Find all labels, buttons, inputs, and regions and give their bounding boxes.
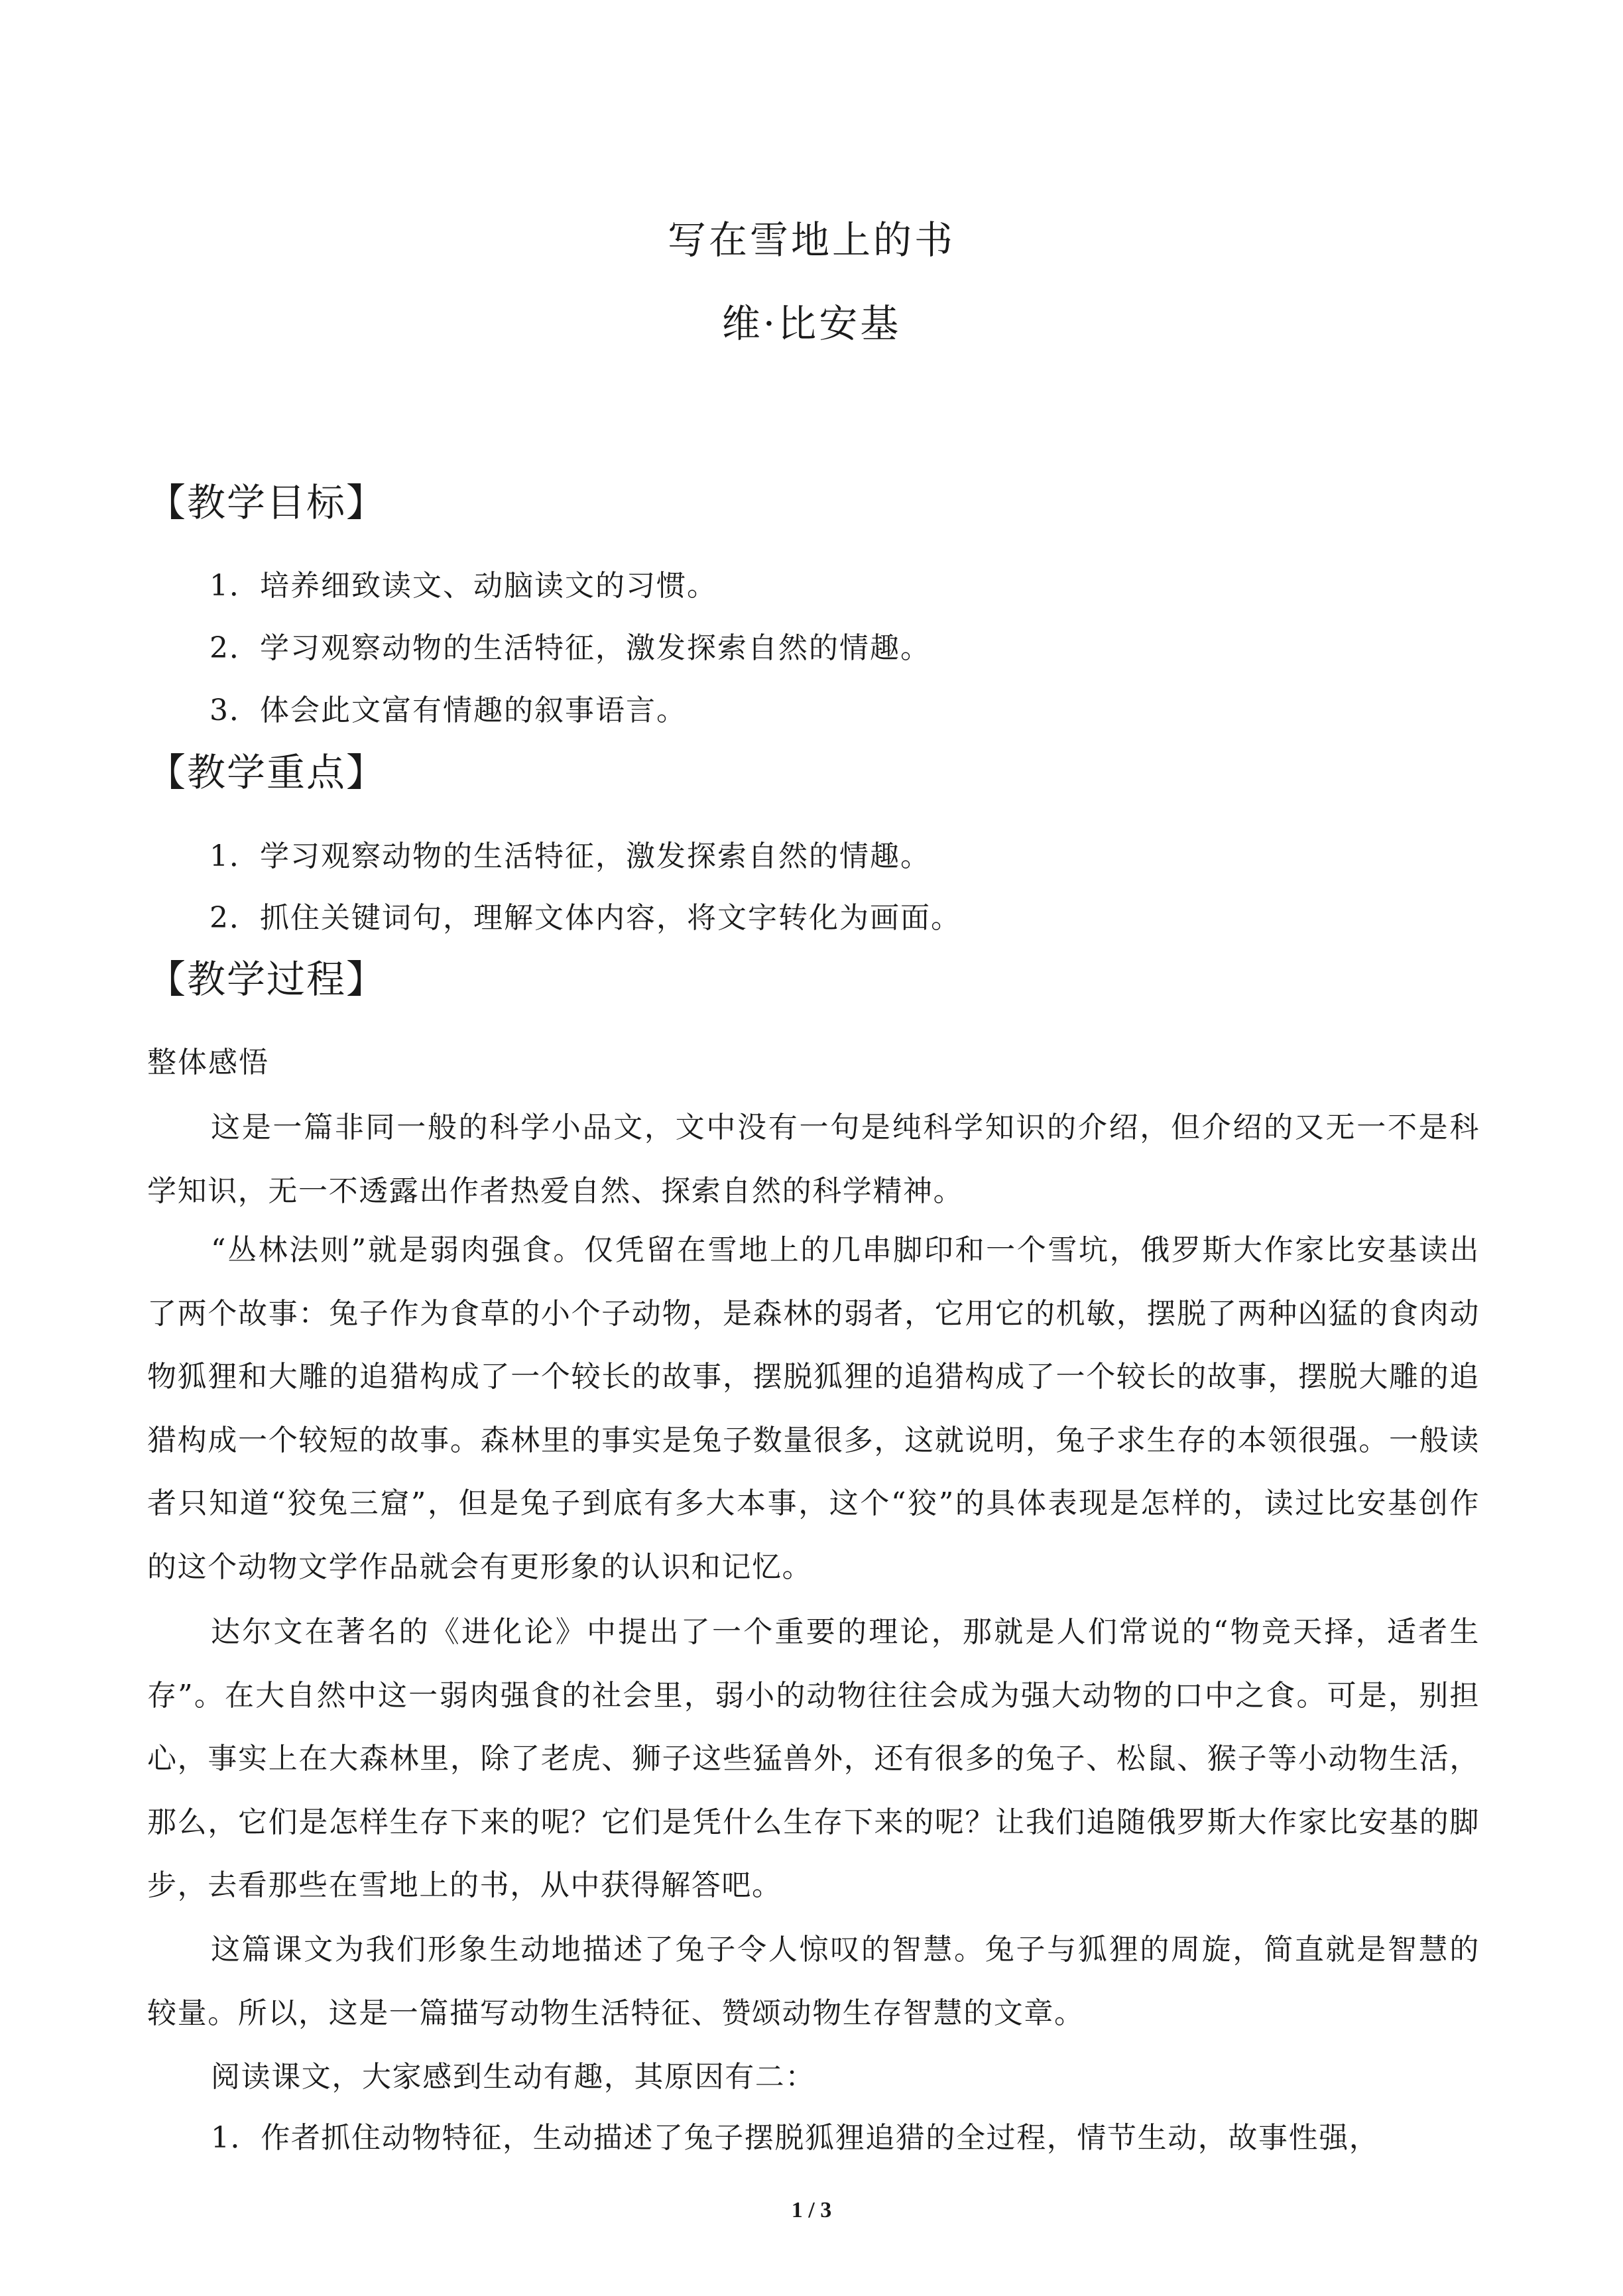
objective-item: 2．学习观察动物的生活特征，激发探索自然的情趣。 bbox=[210, 631, 931, 665]
paragraph: 阅读课文，大家感到生动有趣，其原因有二： bbox=[211, 2060, 815, 2094]
section-heading-key-points: 【教学重点】 bbox=[147, 750, 387, 795]
document-title: 写在雪地上的书 bbox=[667, 217, 955, 263]
paragraph: 这篇课文为我们形象生动地描述了兔子令人惊叹的智慧。兔子与狐狸的周旋，简直就是智慧的较量。所以，这是一篇描写动物生活特征、赞颂动物生存智慧的文章。 bbox=[147, 1933, 1480, 2030]
paragraph: “丛林法则”就是弱肉强食。仅凭留在雪地上的几串脚印和一个雪坑，俄罗斯大作家比安基读出了两个故事：兔子作为食草的小个子动物，是森林的弱者，它用它的机敏，摆脱了两种凶猛的食肉动物狐狸和大雕的追猎构成了一个较长的故事，摆脱狐狸的追猎构成了一个较长的故事，摆脱大雕的追猎构成一个较短的故事。森林里的事实是兔子数量很多，这就说明，兔子求生存的本领很强。一般读者只知道“狡兔三窟”，但是兔子到底有多大本事，这个“狡”的具体表现是怎样的，读过比安基创作的这个动物文学作品就会有更形象的认识和记忆。 bbox=[147, 1233, 1480, 1584]
key-point-item: 1．学习观察动物的生活特征，激发探索自然的情趣。 bbox=[210, 839, 931, 873]
paragraph: 达尔文在著名的《进化论》中提出了一个重要的理论，那就是人们常说的“物竞天择，适者生存”。在大自然中这一弱肉强食的社会里，弱小的动物往往会成为强大动物的口中之食。可是，别担心，事实上在大森林里，除了老虎、狮子这些猛兽外，还有很多的兔子、松鼠、猴子等小动物生活，那么，它们是怎样生存下来的呢？它们是凭什么生存下来的呢？让我们追随俄罗斯大作家比安基的脚步，去看那些在雪地上的书，从中获得解答吧。 bbox=[147, 1615, 1480, 1903]
paragraph: 1．作者抓住动物特征，生动描述了兔子摆脱狐狸追猎的全过程，情节生动，故事性强， bbox=[211, 2121, 1380, 2155]
objective-item: 1．培养细致读文、动脑读文的习惯。 bbox=[210, 569, 717, 603]
objective-item: 3．体会此文富有情趣的叙事语言。 bbox=[210, 694, 687, 727]
process-subheading: 整体感悟 bbox=[147, 1046, 269, 1079]
section-heading-objectives: 【教学目标】 bbox=[147, 480, 387, 525]
document-author: 维·比安基 bbox=[721, 301, 902, 346]
paragraph: 这是一篇非同一般的科学小品文，文中没有一句是纯科学知识的介绍，但介绍的又无一不是科学知识，无一不透露出作者热爱自然、探索自然的科学精神。 bbox=[147, 1111, 1480, 1208]
section-heading-process: 【教学过程】 bbox=[147, 957, 387, 1002]
page-number: 1 / 3 bbox=[791, 2198, 832, 2222]
key-point-item: 2．抓住关键词句，理解文体内容，将文字转化为画面。 bbox=[210, 901, 961, 935]
